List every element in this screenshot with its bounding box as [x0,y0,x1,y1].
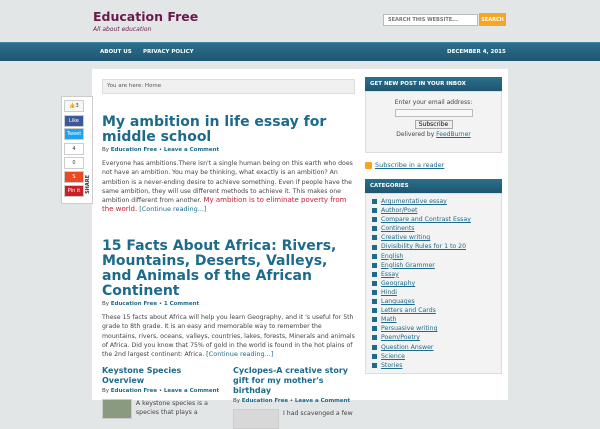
category-bullet-icon [372,272,377,277]
category-item[interactable] [372,279,495,288]
category-item[interactable] [372,324,495,333]
category-link[interactable]: Poem/Poetry [381,334,420,342]
share-label: SHARE [85,175,91,194]
post-comments-link[interactable]: Leave a Comment [294,398,351,404]
content-wrapper [92,69,508,417]
main-nav [0,42,600,61]
search-button[interactable]: SEARCH [479,13,506,26]
nav-item-privacy-policy[interactable]: PRIVACY POLICY [143,49,194,55]
post-excerpt [102,313,355,359]
post-comments-link[interactable]: Leave a Comment [163,147,220,153]
category-bullet-icon [372,217,377,222]
continue-reading-link[interactable]: [Continue reading...] [139,205,207,214]
post-author-link[interactable]: Education Free [110,147,158,153]
breadcrumb: You are here: Home [102,79,355,94]
category-bullet-icon [372,299,377,304]
category-link[interactable]: Question Answer [381,343,434,351]
category-item[interactable] [372,361,495,370]
category-bullet-icon [372,363,377,368]
category-bullet-icon [372,245,377,250]
post-meta: By Education Free • Leave a Comment [102,388,220,394]
sidebar [365,77,502,374]
category-bullet-icon [372,290,377,295]
category-item[interactable] [372,252,495,261]
email-label: Enter your email address: [394,99,473,106]
rss-subscribe-link[interactable]: Subscribe in a reader [375,161,445,169]
continue-reading-link[interactable]: [Continue reading...] [206,350,274,359]
category-link[interactable]: Compare and Contrast Essay [381,216,471,224]
category-bullet-icon [372,317,377,322]
category-link[interactable]: Math [381,316,397,324]
category-item[interactable] [372,315,495,324]
feedburner-link[interactable]: FeedBurner [436,131,471,138]
post-author-link[interactable]: Education Free [110,301,158,307]
categories-widget-title: CATEGORIES [365,179,502,193]
category-link[interactable]: Creative writing [381,234,431,242]
post-comments-link[interactable]: Leave a Comment [163,388,220,394]
category-item[interactable] [372,297,495,306]
thumbs-up-button[interactable] [64,100,84,112]
post-excerpt-text: These 15 facts about Africa will help you learn Geography, and it 's useful for 5th grade to 8th grade. It is an easy and memorable way to remember the mountains, rivers, oceans, valleys, countries, lakes, forests, Minerals and animals of Africa. Did you know that 75% of gold in the world is found in the hot plains of the 2nd largest continent: Africa. [102,314,355,359]
post-author-link[interactable]: Education Free [241,398,289,404]
post-author-link[interactable]: Education Free [110,388,158,394]
category-bullet-icon [372,226,377,231]
rss-row [365,161,502,169]
category-link[interactable]: Hindi [381,288,397,296]
category-item[interactable] [372,206,495,215]
category-item[interactable] [372,197,495,206]
category-bullet-icon [372,254,377,259]
post-highlight: My ambition is to eliminate poverty from the world. [102,196,347,214]
category-link[interactable]: Continents [381,225,415,233]
category-bullet-icon [372,354,377,359]
plusone-count: 0 [64,157,84,169]
category-bullet-icon [372,326,377,331]
category-bullet-icon [372,281,377,286]
category-item[interactable] [372,261,495,270]
post-title[interactable]: 15 Facts About Africa: Rivers, Mountains, Deserts, Valleys, and Animals of the African Continent [102,238,337,299]
category-item[interactable] [372,233,495,242]
post-meta: By Education Free • 1 Comment [102,301,200,307]
category-link[interactable]: Argumentative essay [381,198,447,205]
nav-date: DECEMBER 4, 2015 [447,49,506,55]
category-link[interactable]: Persuasive writing [381,325,438,333]
category-link[interactable]: English [381,252,404,260]
email-field[interactable] [395,109,473,117]
newsletter-widget [365,91,502,153]
category-item[interactable] [372,215,495,224]
post-excerpt [102,159,355,215]
category-bullet-icon [372,345,377,350]
delivered-by-label: Delivered by [396,131,435,138]
post-meta: By Education Free • Leave a Comment [233,398,351,404]
category-bullet-icon [372,263,377,268]
category-bullet-icon [372,235,377,240]
post-comments-link[interactable]: 1 Comment [163,301,200,307]
category-item[interactable] [372,333,495,342]
category-item[interactable] [372,306,495,315]
category-item[interactable] [372,352,495,361]
search-input[interactable] [383,14,478,26]
category-bullet-icon [372,335,377,340]
header [0,0,600,44]
category-link[interactable]: Geography [381,279,416,287]
mini-post-title[interactable]: Keystone Species Overview [102,366,182,385]
category-item[interactable] [372,242,495,251]
like-count: 3 [75,103,79,109]
stumbleupon-icon[interactable]: S [64,171,84,183]
category-item[interactable] [372,224,495,233]
tweet-button[interactable]: Tweet [64,128,84,140]
category-link[interactable]: English Grammer [381,261,435,269]
post [102,239,355,359]
thumbs-up-icon: 👍 [69,103,76,109]
post-meta: By Education Free • Leave a Comment [102,147,220,153]
nav-item-about-us[interactable]: ABOUT US [100,49,132,55]
newsletter-widget-title: GET NEW POST IN YOUR INBOX [365,77,502,91]
category-item[interactable] [372,270,495,279]
mini-post [102,366,222,419]
post-thumbnail[interactable] [102,399,132,419]
category-bullet-icon [372,308,377,313]
share-count: 4 [64,143,84,155]
post-excerpt-text: Everyone has ambitions.There isn't a single human being on this earth who does not have an ambition. You may be thinking, what exactly is an ambition? An ambition is a never-ending desire to achieve something. Even if people have the same ambition, they will use different methods to achieve it. This makes one ambition different from another. [102,160,353,205]
site-title[interactable]: Education Free [93,9,199,24]
category-link[interactable]: Languages [381,298,415,306]
post-title[interactable]: My ambition in life essay for middle school [102,114,327,145]
category-link[interactable]: Stories [381,361,403,369]
category-bullet-icon [372,208,377,213]
category-link[interactable]: Science [381,352,405,360]
category-link[interactable]: Essay [381,270,399,278]
main-content [102,79,355,417]
facebook-like-button[interactable]: Like [64,115,84,127]
mini-post-excerpt: A keystone species is a species that plays a [135,400,208,416]
site-description: All about education [93,26,152,33]
category-item[interactable] [372,288,495,297]
categories-list [365,193,502,374]
mini-post-excerpt: I had scavenged a few [283,410,353,417]
category-link[interactable]: Letters and Cards [381,307,436,315]
post-thumbnail[interactable] [233,409,279,429]
share-bar [61,96,93,204]
mini-post [233,366,355,429]
subscribe-button[interactable]: Subscribe [415,120,453,129]
post [102,115,355,215]
category-item[interactable] [372,343,495,352]
pinterest-button[interactable]: Pin it [64,185,84,197]
category-link[interactable]: Divisibility Rules for 1 to 20 [381,243,467,251]
rss-icon [365,162,372,169]
mini-post-title[interactable]: Cyclopes-A creative story gift for my mother's birthday [233,366,349,395]
category-bullet-icon [372,199,377,204]
category-link[interactable]: Author/Poet [381,207,418,215]
